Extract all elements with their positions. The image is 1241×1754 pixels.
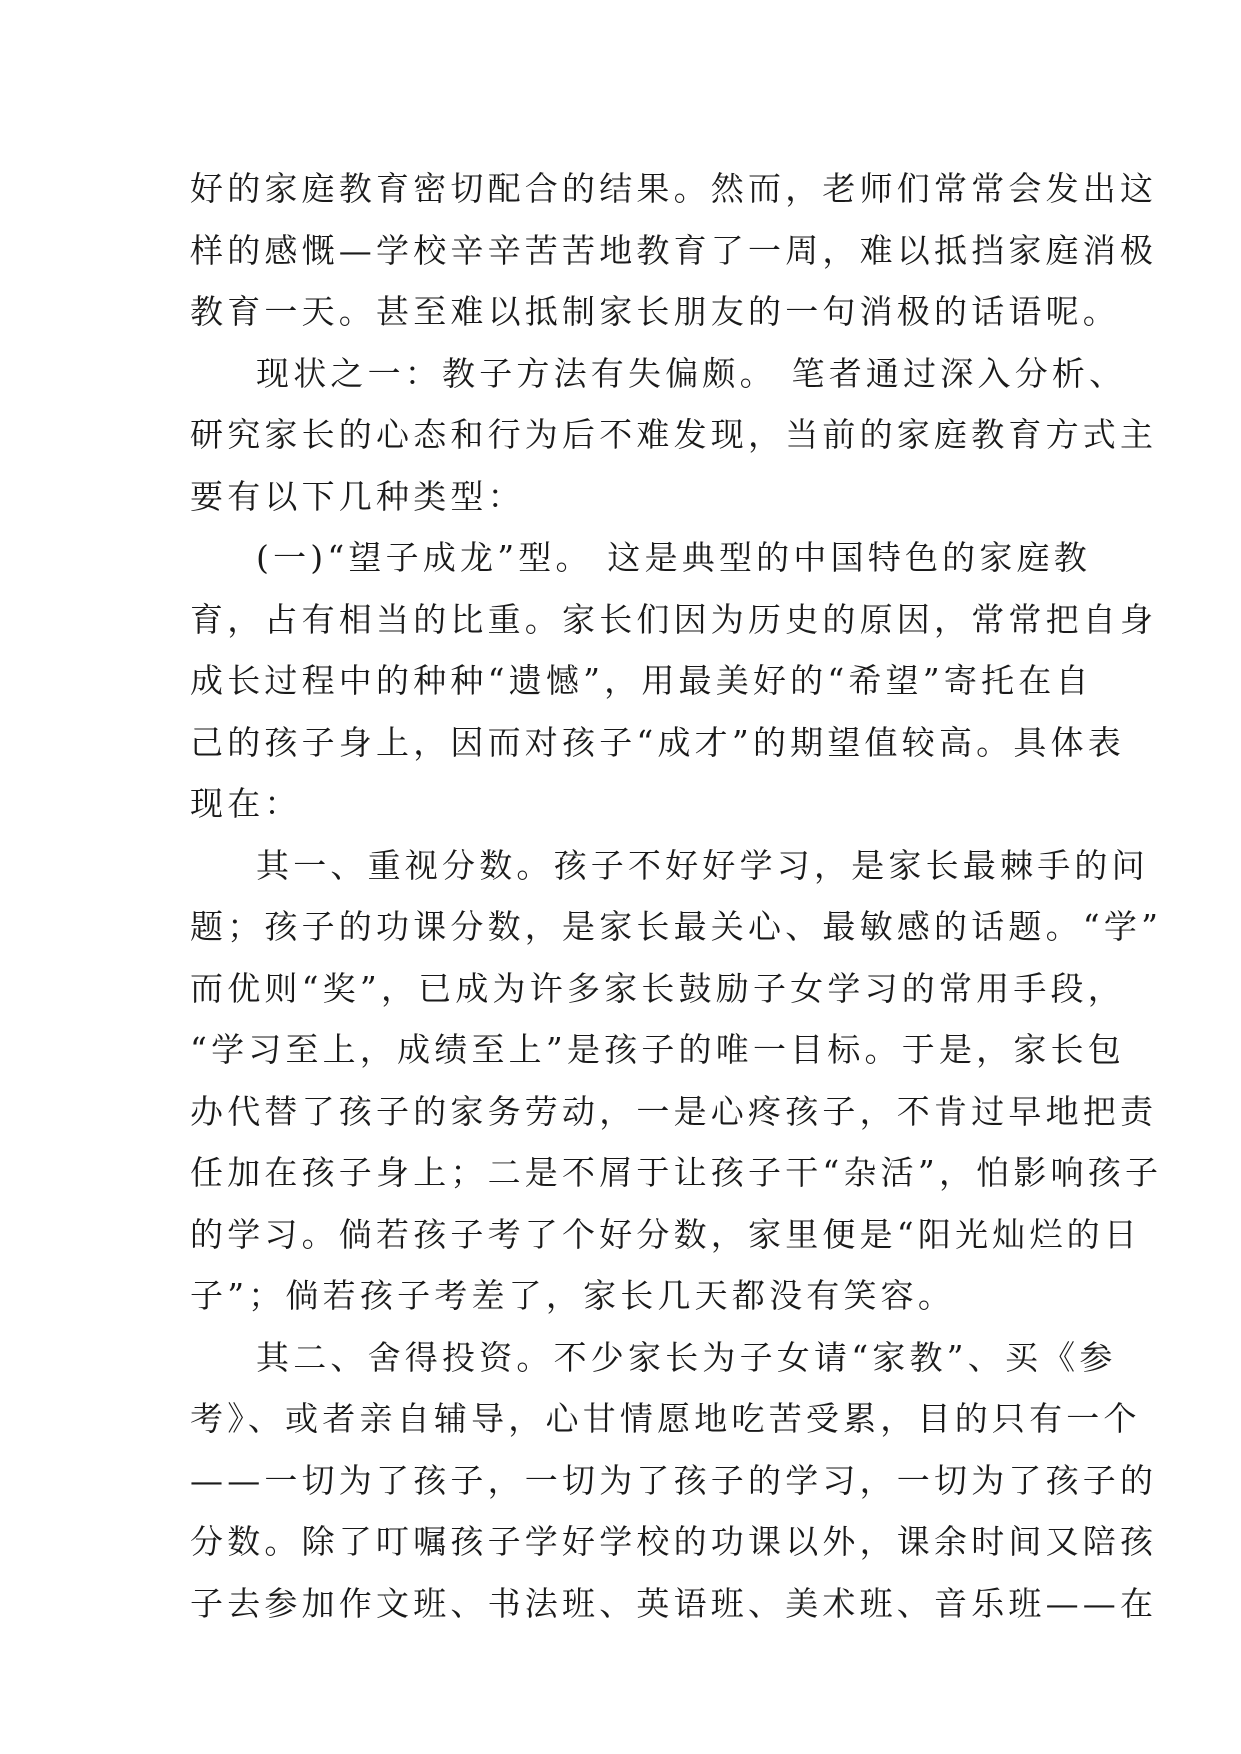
- paragraph-start-line: 现状之一：教子方法有失偏颇。 笔者通过深入分析、: [256, 353, 1127, 393]
- text-line: 分数。除了叮嘱孩子学好学校的功课以外，课余时间又陪孩: [190, 1522, 1158, 1561]
- text-line: 现在：: [190, 784, 302, 823]
- body-text: [190, 158, 1163, 1634]
- paragraph-start-line: (一)“望子成龙”型。 这是典型的中国特色的家庭教: [256, 538, 1091, 577]
- text-line: 样的感慨—学校辛辛苦苦地教育了一周，难以抵挡家庭消极: [190, 230, 1158, 270]
- text-line: 考》、或者亲自辅导，心甘情愿地吃苦受累，目的只有一个: [190, 1399, 1141, 1438]
- text-line: 成长过程中的种种“遗憾”，用最美好的“希望”寄托在自: [190, 661, 1093, 700]
- text-line: 己的孩子身上，因而对孩子“成才”的期望值较高。具体表: [190, 722, 1125, 762]
- text-line: 任加在孩子身上；二是不屑于让孩子干“杂活”，怕影响孩子: [190, 1153, 1163, 1192]
- text-line: 办代替了孩子的家务劳动，一是心疼孩子，不肯过早地把责: [190, 1091, 1158, 1131]
- text-line: 要有以下几种类型：: [190, 476, 525, 516]
- text-line: ——一切为了孩子，一切为了孩子的学习，一切为了孩子的: [190, 1460, 1158, 1500]
- text-line: 教育一天。甚至难以抵制家长朋友的一句消极的话语呢。: [190, 292, 1120, 331]
- text-line: 育，占有相当的比重。家长们因为历史的原因，常常把自身: [190, 599, 1158, 639]
- text-line: 的学习。倘若孩子考了个好分数，家里便是“阳光灿烂的日: [190, 1214, 1142, 1254]
- text-line: “学习至上，成绩至上”是孩子的唯一目标。于是，家长包: [190, 1030, 1125, 1069]
- text-line: 研究家长的心态和行为后不难发现，当前的家庭教育方式主: [190, 415, 1158, 454]
- text-line: 好的家庭教育密切配合的结果。然而，老师们常常会发出这: [190, 169, 1158, 208]
- text-line: 子去参加作文班、书法班、英语班、美术班、音乐班——在: [190, 1583, 1158, 1623]
- text-line: 子”；倘若孩子考差了，家长几天都没有笑容。: [190, 1276, 956, 1315]
- paragraph-start-line: 其一、重视分数。孩子不好好学习，是家长最棘手的问: [256, 845, 1149, 885]
- paragraph-start-line: 其二、舍得投资。不少家长为子女请“家教”、买《参: [256, 1337, 1117, 1377]
- text-line: 而优则“奖”，已成为许多家长鼓励子女学习的常用手段，: [190, 968, 1125, 1008]
- text-line: 题；孩子的功课分数，是家长最关心、最敏感的话题。“学”: [190, 907, 1163, 946]
